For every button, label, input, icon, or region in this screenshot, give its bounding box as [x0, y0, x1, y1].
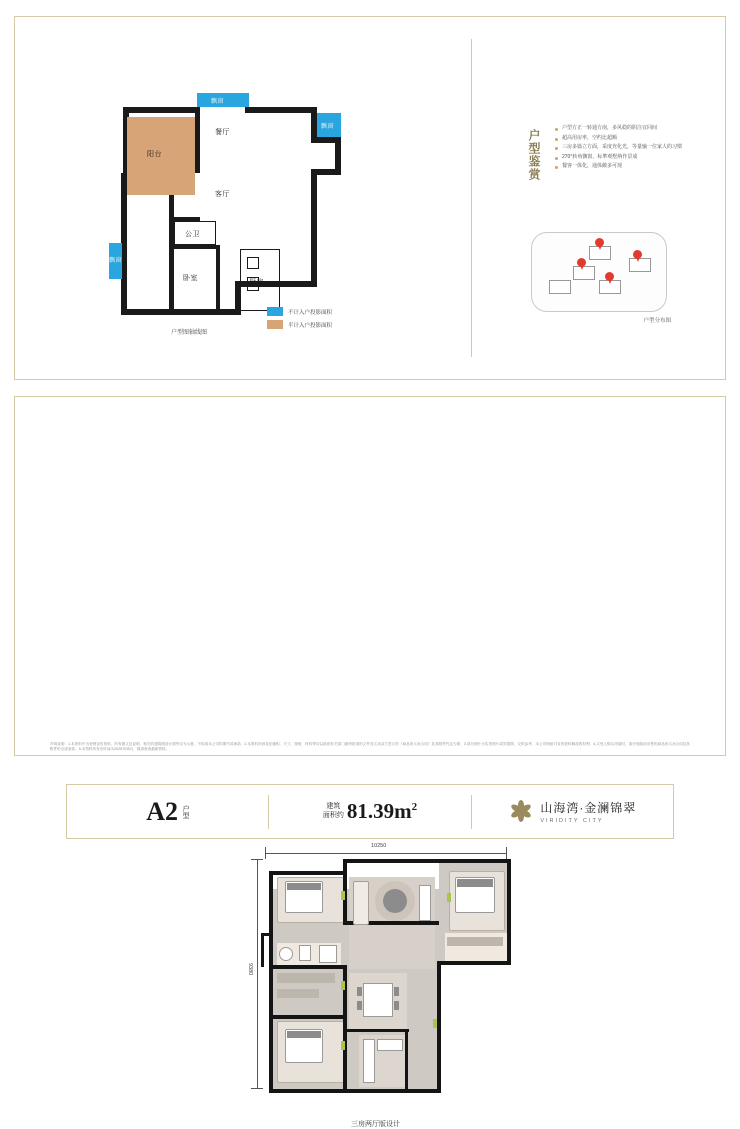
dining-chair [357, 987, 362, 996]
wardrobe [277, 973, 335, 983]
dining-chair [394, 987, 399, 996]
wall-segment [269, 871, 273, 1093]
pillow [287, 883, 321, 890]
bullet-text: 餐客一体化，通体敞多可现 [562, 163, 623, 169]
room-label: 卧室 [183, 275, 198, 282]
kitchen-fixture [247, 257, 259, 269]
legend-item [267, 307, 332, 316]
room-label: 公卫 [185, 231, 200, 238]
bay-window-label: 飘窗 [109, 258, 123, 264]
bay-window-label: 飘窗 [211, 99, 225, 105]
legend [267, 307, 332, 333]
brand-cell [472, 785, 673, 838]
wall-segment [216, 245, 220, 315]
dimension-tick [251, 859, 263, 860]
schematic-caption: 户型图轴线图 [171, 330, 208, 336]
legend-swatch-tan [267, 320, 283, 329]
bullet-item [555, 125, 665, 132]
disclaimer-text: 声明说明：1.本资料中为营销宣传资料，所有图文及说明，相关的建筑图设计图等仅为示意，不构成本公司的要约或承诺；2.本资料所涉及的面积、尺寸、规格、材料等均以政府有关部门最终批准的文件及买卖双方签订的《商品房买卖合同》及其附件约定为准；3.部分图片为实景照片或效果图，仅供参考，本公司保留对宣传资料修改的权利；4.买受人购买房屋时，请仔细阅读出售的商品房买卖合同及其附件的全部条款；5.本资料所发布时间为2025年05月，敬请查询最新资料。 [50, 742, 690, 751]
room-label: 阳台 [147, 151, 162, 158]
pillow [287, 1031, 321, 1038]
wall-segment [179, 309, 241, 315]
bullet-item [555, 144, 683, 151]
room-label: 厨房 [249, 279, 264, 286]
map-pin-icon[interactable] [605, 272, 614, 285]
bullet-dot-icon [555, 128, 558, 131]
kitchen-counter [363, 1039, 375, 1083]
wall-segment [261, 933, 264, 967]
map-pin-icon[interactable] [595, 238, 604, 251]
brand-logo [508, 799, 636, 825]
wall-segment [245, 107, 317, 113]
plant-accent [433, 1019, 437, 1028]
appreciation-title: 户型鉴赏 [527, 129, 541, 181]
wall-segment [273, 965, 347, 969]
wall-segment [123, 107, 195, 113]
legend-swatch-blue [267, 307, 283, 316]
bullet-dot-icon [555, 166, 558, 169]
wall-segment [195, 107, 200, 173]
dining-chair [394, 1001, 399, 1010]
map-pin-icon[interactable] [577, 258, 586, 271]
brand-text [540, 799, 636, 824]
legend-item [267, 320, 332, 329]
unit-code: A2 [146, 796, 179, 826]
appreciation-bullets [555, 125, 683, 173]
bullet-text: 户型方正一转通方南，多风稳的阴注宜同间 [562, 125, 658, 131]
building-block [549, 280, 571, 294]
wall-segment [347, 1029, 409, 1032]
pin-tip [598, 245, 602, 250]
wall-segment [405, 1029, 408, 1091]
area-cell [269, 785, 470, 838]
plant-accent [447, 893, 451, 902]
wardrobe [447, 937, 503, 946]
bullet-item [555, 154, 665, 161]
pin-tip [608, 279, 612, 284]
bullet-dot-icon [555, 157, 558, 160]
coffee-table [383, 889, 407, 913]
wall-segment [269, 871, 347, 875]
plant-accent [341, 981, 345, 990]
sofa [353, 881, 369, 925]
wall-segment [507, 859, 511, 965]
brand-name-cn: 山海湾·金澜锦翠 [540, 801, 637, 815]
tv-cabinet [419, 885, 431, 921]
sitemap-caption: 户型分布图 [643, 318, 671, 324]
area-number: 81.39m [346, 799, 412, 823]
area-label-line2: 面积约 [322, 811, 344, 819]
unit-sub-label: 户型 [182, 804, 190, 819]
site-distribution-map [531, 232, 671, 324]
bottom-info-bar [66, 784, 674, 839]
bullet-item [555, 163, 665, 170]
dimension-line-left [257, 859, 258, 1089]
shower-fixture [319, 945, 337, 963]
dimension-tick [265, 847, 266, 859]
plant-accent [341, 1041, 345, 1050]
wall-segment [174, 245, 220, 249]
dimension-tick [251, 1088, 263, 1089]
dining-chair [357, 1001, 362, 1010]
wall-segment [273, 1015, 347, 1019]
bullet-text: 270°转角飘窗，标準观墅纳作景成 [562, 153, 638, 160]
wall-segment [437, 961, 441, 1093]
legend-label: 半计入户投影面积 [288, 322, 333, 329]
brand-name-en: VIRIDITY CITY [540, 818, 604, 824]
plant-accent [341, 891, 345, 900]
bullet-item [555, 135, 665, 142]
top-panel [14, 16, 726, 380]
pin-tip [636, 257, 640, 262]
area-label [323, 803, 344, 820]
flower-logo-icon [508, 799, 534, 825]
wall-segment [269, 1089, 441, 1093]
pin-tip [580, 265, 584, 270]
sink-fixture [279, 947, 293, 961]
dimension-tick [506, 847, 507, 859]
dining-table [363, 983, 393, 1017]
dimension-top-label: 10250 [371, 843, 387, 849]
kitchen-counter [377, 1039, 403, 1051]
bullet-dot-icon [555, 138, 558, 141]
map-pin-icon[interactable] [633, 250, 642, 263]
room-label: 客厅 [215, 191, 230, 198]
pillow [457, 879, 493, 887]
dimension-left-label: 9380 [247, 963, 253, 976]
area-label-line1: 建筑 [326, 803, 341, 810]
dimension-line-top [265, 853, 507, 854]
wardrobe [277, 989, 319, 998]
wall-segment [437, 961, 511, 965]
bullet-text: 超高用房率，空约比超额 [562, 134, 618, 141]
rendered-floorplan [241, 833, 531, 1128]
panel-divider [471, 39, 472, 357]
area-value [347, 799, 417, 824]
room-label: 餐厅 [215, 129, 230, 136]
bay-window-label: 飘窗 [321, 124, 335, 130]
wall-segment [311, 169, 317, 287]
bullet-dot-icon [555, 147, 558, 150]
legend-label: 不计入户投影面积 [288, 309, 333, 316]
toilet-fixture [299, 945, 311, 961]
bullet-text: 三房多篇立方面，采度充化光，等量输一位家人的习惯 [562, 144, 683, 150]
area-superscript: 2 [411, 801, 418, 813]
wall-segment [343, 859, 511, 863]
plan-caption: 三房两厅版设计 [351, 1121, 400, 1128]
unit-cell [67, 785, 268, 838]
